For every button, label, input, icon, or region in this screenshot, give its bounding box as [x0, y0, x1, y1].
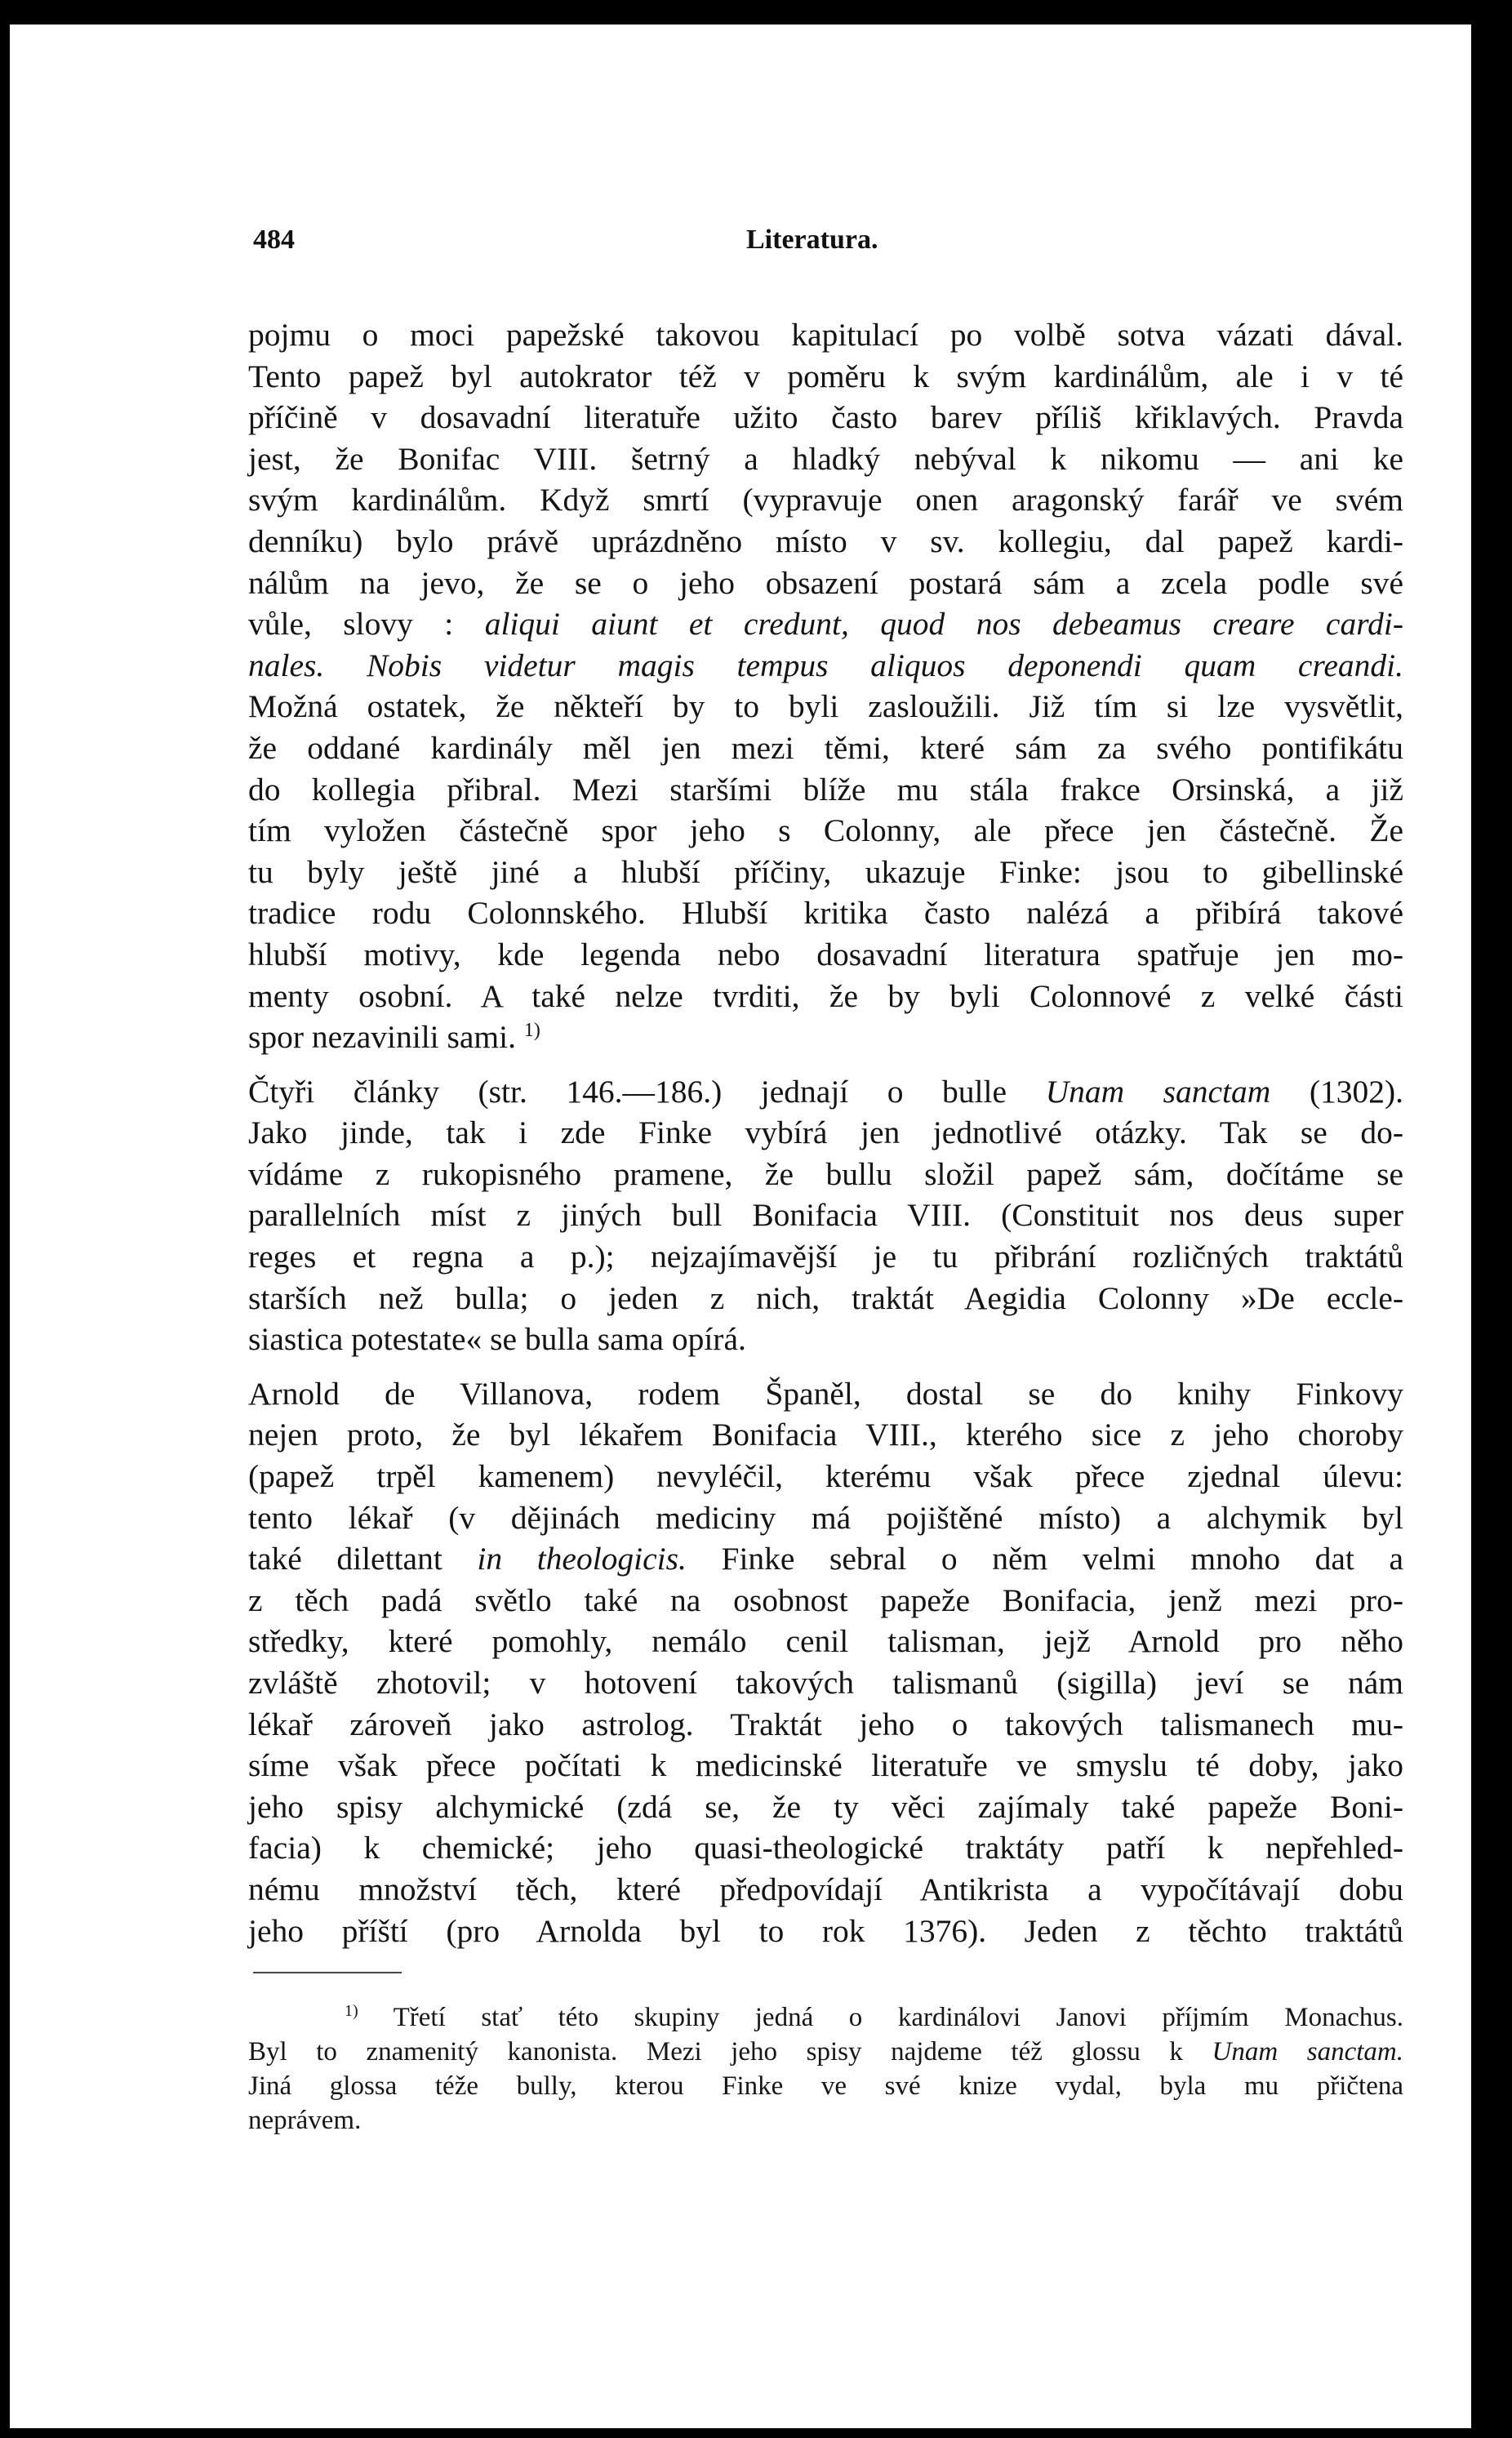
- text-line: siastica potestate« se bulla sama opírá.: [248, 1321, 746, 1358]
- text-run: Finke sebral o něm velmi mnoho dat a: [721, 1541, 1404, 1577]
- footnote-line: [248, 2000, 1403, 2035]
- text-line: denníku) bylo právě uprázdněno místo v sv. kollegiu, dal papež kardi-: [248, 523, 1403, 559]
- footnote-marker: [345, 2003, 358, 2032]
- text-line: [248, 1538, 1403, 1580]
- paragraph-gap: [248, 1058, 1403, 1071]
- text-line: zvláště zhotovil; v hotovení takových talismanů (sigilla) jeví se nám: [248, 1665, 1403, 1701]
- running-head: [248, 225, 1403, 274]
- text-run: Čtyři články (str. 146.—186.) jednají o bulle: [248, 1073, 1007, 1110]
- latin-quote: aliqui aiunt et credunt, quod nos debeamus creare cardi-: [484, 606, 1404, 643]
- text-line: jest, že Bonifac VIII. šetrný a hladký nebýval k nikomu — ani ke: [248, 440, 1403, 477]
- text-line: starších než bulla; o jeden z nich, traktát Aegidia Colonny »De eccle-: [248, 1279, 1403, 1316]
- text-line: (papež trpěl kamenem) nevyléčil, kterému však přece zjednal úlevu:: [248, 1458, 1403, 1495]
- text-line: Jako jinde, tak i zde Finke vybírá jen jednotlivé otázky. Tak se do-: [248, 1114, 1403, 1151]
- text-line: tento lékař (v dějinách mediciny má pojištěné místo) a alchymik byl: [248, 1499, 1403, 1536]
- text-line: reges et regna a p.); nejzajímavější je tu přibrání rozličných traktátů: [248, 1239, 1403, 1275]
- bull-title: Unam sanctam.: [1212, 2037, 1404, 2067]
- text-line: nejen proto, že byl lékařem Bonifacia VIII., kterého sice z jeho choroby: [248, 1417, 1403, 1453]
- text-line: [248, 1071, 1403, 1113]
- body-text: [248, 314, 1403, 1951]
- text-line: pojmu o moci papežské takovou kapitulací po volbě sotva vázati dával.: [248, 317, 1403, 353]
- paragraph-gap: [248, 1360, 1403, 1373]
- text-run: spor nezavinili sami.: [248, 1019, 516, 1056]
- text-run: Třetí stať této skupiny jedná o kardinálovi Janovi příjmím Monachus.: [393, 2003, 1403, 2032]
- text-line: tradice rodu Colonnského. Hlubší kritika často nalézá a přibírá takové: [248, 895, 1403, 932]
- text-line: Arnold de Villanova, rodem Španěl, dostal se do knihy Finkovy: [248, 1375, 1403, 1412]
- footnote-line: neprávem.: [248, 2106, 362, 2135]
- text-line: Tento papež byl autokrator též v poměru k svým kardinálům, ale i v té: [248, 358, 1403, 394]
- text-line: jeho příští (pro Arnolda byl to rok 1376). Jeden z těchto traktátů: [248, 1912, 1403, 1949]
- text-line: Možná ostatek, že někteří by to byli zasloužili. Již tím si lze vysvětlit,: [248, 688, 1403, 725]
- text-line: tím vyložen částečně spor jeho s Colonny, ale přece jen částečně. Že: [248, 812, 1403, 849]
- footnote-reference: 1): [523, 1020, 540, 1042]
- text-line: středky, které pomohly, nemálo cenil talisman, jejž Arnold pro něho: [248, 1623, 1403, 1660]
- text-line: do kollegia přibral. Mezi staršími blíže mu stála frakce Orsinská, a již: [248, 771, 1403, 807]
- text-run: vůle, slovy :: [248, 606, 454, 643]
- text-line: vídáme z rukopisného pramene, že bullu složil papež sám, dočítáme se: [248, 1155, 1403, 1192]
- text-line: příčině v dosavadní literatuře užito často barev příliš křiklavých. Pravda: [248, 399, 1403, 436]
- footnote-marker-text: 1): [345, 2002, 358, 2020]
- text-line: nému množství těch, které předpovídají Antikrista a vypočítávají dobu: [248, 1871, 1403, 1907]
- bull-title: Unam sanctam: [1045, 1073, 1271, 1110]
- latin-phrase: in theologicis.: [477, 1541, 687, 1577]
- text-line: jeho spisy alchymické (zdá se, že ty věci zajímaly také papeže Boni-: [248, 1788, 1403, 1825]
- text-line: lékař zároveň jako astrolog. Traktát jeho o takových talismanech mu-: [248, 1706, 1403, 1742]
- page-number: 484: [253, 225, 295, 255]
- text-line: parallelních míst z jiných bull Bonifacia VIII. (Constituit nos deus super: [248, 1197, 1403, 1234]
- text-line: z těch padá světlo také na osobnost papeže Bonifacia, jenž mezi pro-: [248, 1582, 1403, 1618]
- text-line: hlubší motivy, kde legenda nebo dosavadní literatura spatřuje jen mo-: [248, 936, 1403, 972]
- footnote-line: Jiná glossa téže bully, kterou Finke ve své knize vydal, byla mu přičtena: [248, 2071, 1403, 2101]
- text-run: Byl to znamenitý kanonista. Mezi jeho spisy najdeme též glossu k: [248, 2037, 1183, 2067]
- text-line: facia) k chemické; jeho quasi-theologické traktáty patří k nepřehled-: [248, 1830, 1403, 1866]
- text-line: že oddané kardinály měl jen mezi těmi, které sám za svého pontifikátu: [248, 729, 1403, 766]
- text-line: [248, 1017, 1403, 1058]
- text-line: [248, 645, 1403, 687]
- section-title: Literatura.: [746, 225, 878, 255]
- text-run: (1302).: [1309, 1073, 1403, 1110]
- text-line: tu byly ještě jiné a hlubší příčiny, ukazuje Finke: jsou to gibellinské: [248, 853, 1403, 890]
- text-line: síme však přece počítati k medicinské literatuře ve smyslu té doby, jako: [248, 1747, 1403, 1784]
- text-run: také dilettant: [248, 1541, 442, 1577]
- footnote: [248, 2000, 1403, 2138]
- footnote-line: [248, 2035, 1403, 2069]
- text-line: svým kardinálům. Když smrtí (vypravuje onen aragonský farář ve svém: [248, 482, 1403, 518]
- text-line: [248, 603, 1403, 645]
- page-sheet: [10, 24, 1471, 2428]
- latin-quote: nales. Nobis videtur magis tempus aliquos deponendi quam creandi.: [248, 647, 1403, 683]
- text-line: menty osobní. A také nelze tvrditi, že by byli Colonnové z velké části: [248, 977, 1403, 1014]
- footnote-divider: [253, 1972, 402, 1973]
- text-line: nálům na jevo, že se o jeho obsazení postará sám a zcela podle své: [248, 564, 1403, 601]
